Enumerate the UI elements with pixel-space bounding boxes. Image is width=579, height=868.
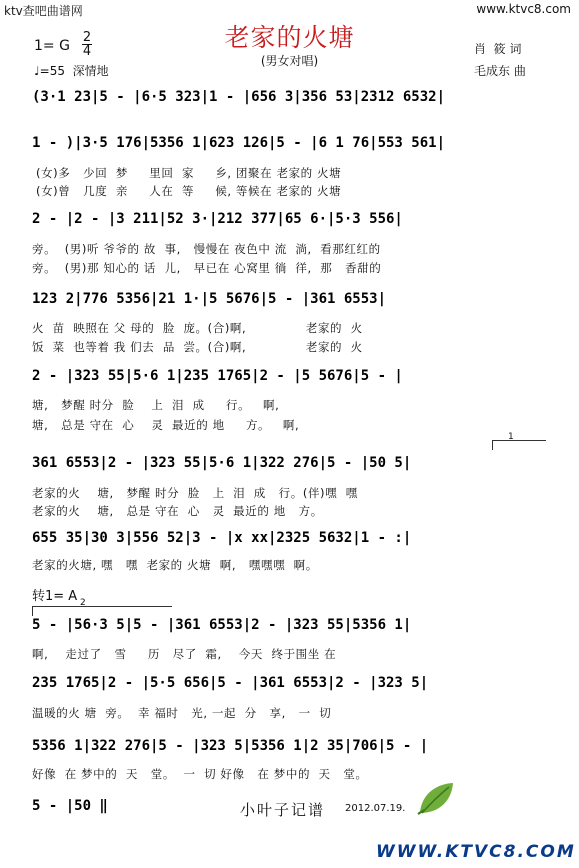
notation-row-3: 2 - |2 - |3 211|52 3·|212 377|65 6·|5·3 556| <box>32 211 403 227</box>
time-signature-numerator: 2 <box>82 30 92 45</box>
lyricist-credit: 肖 筱 词 <box>474 42 522 56</box>
notation-row-9: 235 1765|2 - |5·5 656|5 - |361 6553|2 - |323 5| <box>32 675 429 691</box>
watermark-left: ktv查吧曲谱网 <box>4 4 83 18</box>
lyric-row-8: 啊, 走过了 雪 历 尽了 霜, 今天 终于围坐 在 <box>32 647 337 661</box>
notation-row-11: 5 - |50 ‖ <box>32 798 108 814</box>
notation-row-2: 1 - )|3·5 176|5356 1|623 126|5 - |6 1 76|553 561| <box>32 135 446 151</box>
composer-credit: 毛成东 曲 <box>474 64 526 78</box>
transcriber-signature: 小叶子记谱 <box>240 801 326 819</box>
volta-1-bracket <box>492 440 546 441</box>
notation-row-6: 361 6553|2 - |323 55|5·6 1|322 276|5 - |50 5| <box>32 455 412 471</box>
lyric-row-5-verse-1: 塘, 梦醒 时分 脸 上 泪 成 行。 啊, <box>32 398 280 412</box>
watermark-right: www.ktvc8.com <box>476 2 571 16</box>
notation-row-5: 2 - |323 55|5·6 1|235 1765|2 - |5 5676|5 - | <box>32 368 403 384</box>
volta-2-tick <box>32 606 33 616</box>
volta-1-tick <box>492 440 493 450</box>
lyric-row-9: 温暖的火 塘 旁。 幸 福时 光, 一起 分 享, 一 切 <box>32 706 332 720</box>
lyric-row-2-verse-2: (女)曾 几度 亲 人在 等 候, 等候在 老家的 火塘 <box>36 184 342 198</box>
transcription-date: 2012.07.19. <box>345 803 406 814</box>
lyric-row-2-verse-1: (女)多 少回 梦 里回 家 乡, 团聚在 老家的 火塘 <box>36 166 342 180</box>
key-signature: 1= G <box>34 38 70 54</box>
notation-row-10: 5356 1|322 276|5 - |323 5|5356 1|2 35|706|5 - | <box>32 738 429 754</box>
notation-row-4: 123 2|776 5356|21 1·|5 5676|5 - |361 6553| <box>32 291 387 307</box>
notation-row-8: 5 - |56·3 5|5 - |361 6553|2 - |323 55|5356 1| <box>32 617 412 633</box>
volta-2-bracket <box>32 606 172 607</box>
time-signature <box>82 32 92 57</box>
song-subtitle: (男女对唱) <box>260 54 319 68</box>
notation-row-1: (3·1 23|5 - |6·5 323|1 - |656 3|356 53|2312 6532| <box>32 89 446 105</box>
lyric-row-7: 老家的火塘, 嘿 嘿 老家的 火塘 啊, 嘿嘿嘿 啊。 <box>32 558 318 572</box>
time-signature-denominator: 4 <box>82 44 92 59</box>
leaf-icon <box>416 780 456 816</box>
lyric-row-3-verse-1: 旁。 (男)听 爷爷的 故 事, 慢慢在 夜色中 流 淌, 看那红红的 <box>32 242 381 256</box>
lyric-row-6-verse-1: 老家的火 塘, 梦醒 时分 脸 上 泪 成 行。(伴)嘿 嘿 <box>32 486 358 500</box>
lyric-row-6-verse-2: 老家的火 塘, 总是 守在 心 灵 最近的 地 方。 <box>32 504 323 518</box>
song-title: 老家的火塘 <box>224 23 355 52</box>
notation-row-7: 655 35|30 3|556 52|3 - |x xx|2325 5632|1 - :| <box>32 530 412 546</box>
volta-1-number: 1 <box>508 432 514 442</box>
modulation-marking: 转1= A <box>32 589 78 604</box>
lyric-row-4-verse-2: 饭 菜 也等着 我 们去 品 尝。(合)啊, 老家的 火 <box>32 340 363 354</box>
volta-2-number: 2 <box>80 598 86 608</box>
lyric-row-10: 好像 在 梦中的 天 堂。 一 切 好像 在 梦中的 天 堂。 <box>32 767 368 781</box>
lyric-row-5-verse-2: 塘, 总是 守在 心 灵 最近的 地 方。 啊, <box>32 418 300 432</box>
tempo-marking: ♩=55 深情地 <box>34 64 109 78</box>
lyric-row-4-verse-1: 火 苗 映照在 父 母的 脸 庞。(合)啊, 老家的 火 <box>32 321 363 335</box>
lyric-row-3-verse-2: 旁。 (男)那 知心的 话 儿, 早已在 心窝里 徜 徉, 那 香甜的 <box>32 261 382 275</box>
footer-watermark: WWW.KTVC8.COM <box>376 842 576 862</box>
